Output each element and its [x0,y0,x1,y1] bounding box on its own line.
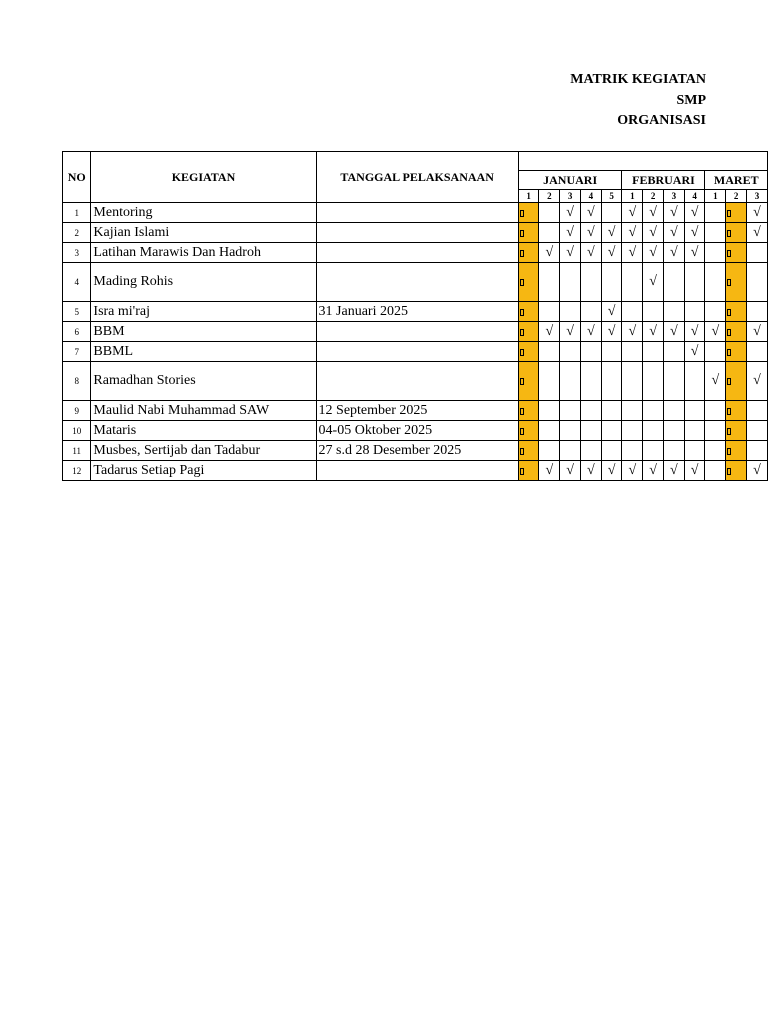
row-number: 1 [63,203,91,223]
empty-cell [684,302,705,322]
empty-cell [663,302,684,322]
empty-cell [705,441,726,461]
row-number: 6 [63,322,91,342]
empty-cell [622,342,643,362]
activity-date [316,203,518,223]
table-row [63,322,768,342]
check-mark-cell: √ [580,223,601,243]
activity-name: BBM [91,322,316,342]
empty-cell [663,263,684,302]
check-mark-cell: √ [560,203,581,223]
empty-cell [663,421,684,441]
activity-name: Musbes, Sertijab dan Tadabur [91,441,316,461]
check-mark-cell: √ [663,203,684,223]
row-number: 8 [63,362,91,401]
empty-cell [663,362,684,401]
empty-cell [560,421,581,441]
highlight-cell [518,203,539,223]
empty-cell [643,401,664,421]
matrix-table-container [62,151,761,501]
week-header: 2 [726,190,747,203]
empty-cell [580,302,601,322]
title-line-2: SMP [676,93,706,108]
empty-cell [580,263,601,302]
check-mark-cell: √ [539,322,560,342]
activity-name: Mataris [91,421,316,441]
empty-cell [705,263,726,302]
check-mark-cell: √ [684,223,705,243]
empty-cell [663,441,684,461]
check-mark-cell: √ [705,362,726,401]
empty-cell [684,401,705,421]
empty-cell [539,203,560,223]
empty-cell [684,421,705,441]
check-mark-cell: √ [684,342,705,362]
week-header: 3 [560,190,581,203]
row-number: 2 [63,223,91,243]
empty-cell [601,421,622,441]
empty-cell [643,342,664,362]
highlight-cell [726,223,747,243]
activity-date: 04-05 Oktober 2025 [316,421,518,441]
empty-cell [601,441,622,461]
empty-cell [705,461,726,481]
empty-cell [560,401,581,421]
row-number: 11 [63,441,91,461]
highlight-cell [518,441,539,461]
month-februari: FEBRUARI [622,171,705,190]
activity-name: Maulid Nabi Muhammad SAW [91,401,316,421]
check-mark-cell: √ [560,461,581,481]
empty-cell [705,223,726,243]
empty-cell [622,441,643,461]
row-number: 9 [63,401,91,421]
check-mark-cell: √ [746,322,767,342]
empty-cell [539,362,560,401]
check-mark-cell: √ [684,203,705,223]
row-number: 5 [63,302,91,322]
empty-cell [705,243,726,263]
highlight-cell [518,461,539,481]
highlight-cell [518,322,539,342]
month-januari: JANUARI [518,171,622,190]
empty-cell [705,401,726,421]
activity-name: Latihan Marawis Dan Hadroh [91,243,316,263]
row-number: 4 [63,263,91,302]
highlight-cell [726,263,747,302]
check-mark-cell: √ [663,461,684,481]
check-mark-cell: √ [580,243,601,263]
highlight-cell [518,401,539,421]
check-mark-cell: √ [663,223,684,243]
check-mark-cell: √ [643,223,664,243]
activity-matrix-table [62,151,768,481]
check-mark-cell: √ [539,243,560,263]
row-number: 7 [63,342,91,362]
week-header: 1 [622,190,643,203]
check-mark-cell: √ [580,203,601,223]
empty-cell [663,342,684,362]
empty-cell [663,401,684,421]
activity-name: BBML [91,342,316,362]
empty-cell [622,302,643,322]
empty-cell [601,362,622,401]
check-mark-cell: √ [643,203,664,223]
empty-cell [560,302,581,322]
week-header: 3 [746,190,767,203]
header-months-top [518,152,767,171]
activity-date: 27 s.d 28 Desember 2025 [316,441,518,461]
table-row [63,362,768,401]
table-row [63,243,768,263]
empty-cell [643,302,664,322]
check-mark-cell: √ [622,203,643,223]
week-header: 4 [684,190,705,203]
activity-date [316,362,518,401]
empty-cell [601,263,622,302]
check-mark-cell: √ [560,322,581,342]
header-kegiatan: KEGIATAN [91,152,316,203]
empty-cell [539,263,560,302]
empty-cell [746,243,767,263]
highlight-cell [726,421,747,441]
empty-cell [746,441,767,461]
empty-cell [560,263,581,302]
highlight-cell [518,243,539,263]
empty-cell [601,342,622,362]
highlight-cell [726,342,747,362]
table-row [63,421,768,441]
row-number: 3 [63,243,91,263]
empty-cell [580,401,601,421]
empty-cell [580,342,601,362]
empty-cell [684,263,705,302]
empty-cell [601,401,622,421]
empty-cell [643,421,664,441]
check-mark-cell: √ [643,243,664,263]
activity-date [316,342,518,362]
check-mark-cell: √ [539,461,560,481]
row-number: 10 [63,421,91,441]
empty-cell [580,441,601,461]
empty-cell [746,421,767,441]
table-row [63,441,768,461]
check-mark-cell: √ [684,322,705,342]
row-number: 12 [63,461,91,481]
table-row [63,401,768,421]
empty-cell [622,421,643,441]
activity-name: Mading Rohis [91,263,316,302]
empty-cell [622,362,643,401]
check-mark-cell: √ [684,461,705,481]
table-row [63,302,768,322]
highlight-cell [518,223,539,243]
table-row [63,342,768,362]
week-header: 1 [518,190,539,203]
empty-cell [539,441,560,461]
highlight-cell [726,243,747,263]
table-row [63,203,768,223]
check-mark-cell: √ [643,263,664,302]
activity-date [316,263,518,302]
week-header: 2 [643,190,664,203]
empty-cell [746,302,767,322]
activity-date: 31 Januari 2025 [316,302,518,322]
empty-cell [746,342,767,362]
activity-date [316,322,518,342]
empty-cell [643,362,664,401]
check-mark-cell: √ [560,243,581,263]
activity-date [316,223,518,243]
check-mark-cell: √ [622,322,643,342]
highlight-cell [726,302,747,322]
empty-cell [622,401,643,421]
empty-cell [622,263,643,302]
check-mark-cell: √ [601,461,622,481]
empty-cell [560,362,581,401]
week-header: 1 [705,190,726,203]
empty-cell [746,401,767,421]
table-row [63,263,768,302]
empty-cell [539,302,560,322]
activity-date: 12 September 2025 [316,401,518,421]
check-mark-cell: √ [746,461,767,481]
activity-name: Ramadhan Stories [91,362,316,401]
week-header: 2 [539,190,560,203]
check-mark-cell: √ [560,223,581,243]
check-mark-cell: √ [746,362,767,401]
empty-cell [560,441,581,461]
empty-cell [580,362,601,401]
check-mark-cell: √ [643,322,664,342]
check-mark-cell: √ [663,243,684,263]
table-row [63,461,768,481]
check-mark-cell: √ [622,243,643,263]
empty-cell [746,263,767,302]
empty-cell [539,342,560,362]
highlight-cell [726,461,747,481]
check-mark-cell: √ [580,461,601,481]
empty-cell [705,302,726,322]
check-mark-cell: √ [643,461,664,481]
header-tanggal: TANGGAL PELAKSANAAN [316,152,518,203]
empty-cell [539,223,560,243]
activity-name: Kajian Islami [91,223,316,243]
check-mark-cell: √ [601,322,622,342]
check-mark-cell: √ [601,223,622,243]
empty-cell [539,401,560,421]
activity-date [316,461,518,481]
month-maret: MARET [705,171,768,190]
week-header: 4 [580,190,601,203]
highlight-cell [726,322,747,342]
highlight-cell [518,342,539,362]
check-mark-cell: √ [746,203,767,223]
empty-cell [560,342,581,362]
title-line-1: MATRIK KEGIATAN [570,72,706,87]
highlight-cell [518,421,539,441]
highlight-cell [726,362,747,401]
empty-cell [539,421,560,441]
header-no: NO [63,152,91,203]
empty-cell [684,441,705,461]
check-mark-cell: √ [684,243,705,263]
empty-cell [643,441,664,461]
highlight-cell [518,362,539,401]
check-mark-cell: √ [663,322,684,342]
check-mark-cell: √ [601,243,622,263]
activity-name: Tadarus Setiap Pagi [91,461,316,481]
week-header: 5 [601,190,622,203]
title-line-3: ORGANISASI [617,113,706,128]
check-mark-cell: √ [580,322,601,342]
check-mark-cell: √ [622,461,643,481]
empty-cell [580,421,601,441]
check-mark-cell: √ [622,223,643,243]
check-mark-cell: √ [601,302,622,322]
table-row [63,223,768,243]
check-mark-cell: √ [746,223,767,243]
empty-cell [705,342,726,362]
highlight-cell [726,441,747,461]
highlight-cell [518,302,539,322]
activity-name: Isra mi'raj [91,302,316,322]
empty-cell [705,421,726,441]
empty-cell [684,362,705,401]
activity-name: Mentoring [91,203,316,223]
highlight-cell [518,263,539,302]
week-header: 3 [663,190,684,203]
check-mark-cell: √ [705,322,726,342]
empty-cell [705,203,726,223]
activity-date [316,243,518,263]
empty-cell [601,203,622,223]
highlight-cell [726,203,747,223]
highlight-cell [726,401,747,421]
